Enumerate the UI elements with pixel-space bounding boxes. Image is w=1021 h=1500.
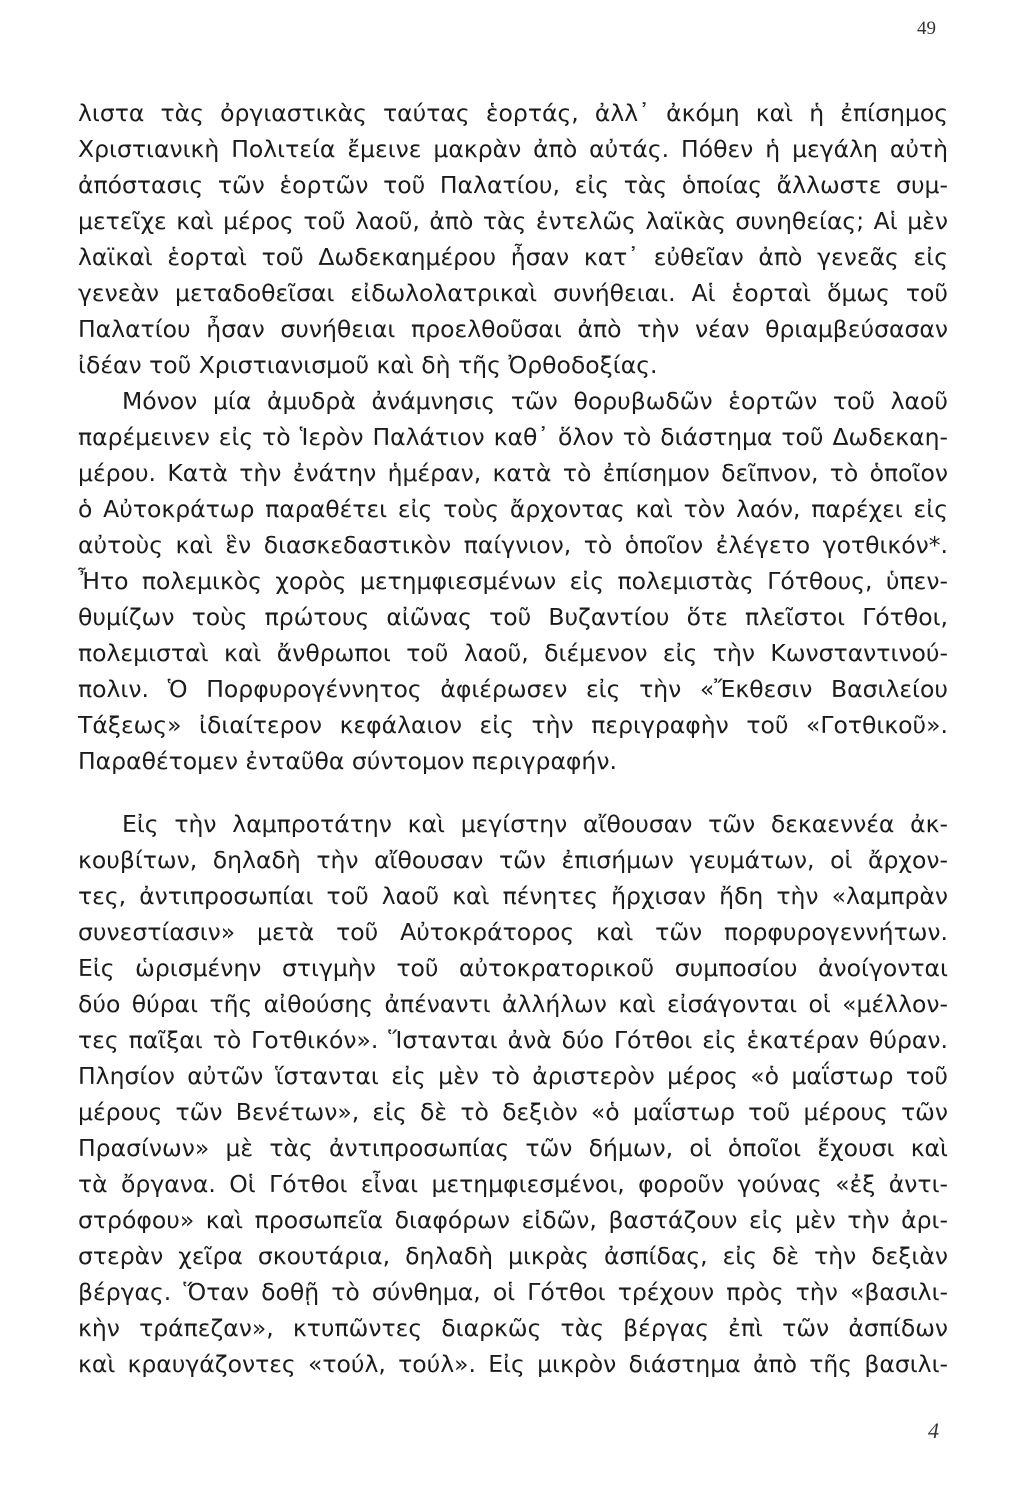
text-line: πολιν. Ὁ Πορφυρογέννητος ἀφιέρωσεν εἰς τὴν «Ἔκθεσιν Βασιλείου — [78, 675, 948, 703]
text-line: κουβίτων, δηλαδὴ τὴν αἴθουσαν τῶν ἐπισήμων γευμάτων, οἱ ἄρχον- — [78, 846, 948, 874]
signature-mark: 4 — [928, 1418, 939, 1443]
text-line: αὐτοὺς καὶ ἓν διασκεδαστικὸν παίγνιον, τὸ ὁποῖον ἐλέγετο γοτθικόν*. — [78, 531, 948, 559]
text-line: Εἰς ὡρισμένην στιγμὴν τοῦ αὐτοκρατορικοῦ συμποσίου ἀνοίγονται — [78, 954, 948, 982]
text-line: λαϊκαὶ ἑορταὶ τοῦ Δωδεκαημέρου ἦσαν κατ᾽ εὐθεῖαν ἀπὸ γενεᾶς εἰς — [78, 243, 948, 271]
text-line: τες παῖξαι τὸ Γοτθικόν». Ἵστανται ἀνὰ δύο Γότθοι εἰς ἑκατέραν θύραν. — [78, 1026, 948, 1054]
text-line: λιστα τὰς ὀργιαστικὰς ταύτας ἑορτάς, ἀλλ᾽ ἀκόμη καὶ ἡ ἐπίσημος — [78, 99, 948, 127]
text-line: ἰδέαν τοῦ Χριστιανισμοῦ καὶ δὴ τῆς Ὀρθοδοξίας. — [78, 351, 658, 379]
text-line: Παραθέτομεν ἐνταῦθα σύντομον περιγραφήν. — [78, 747, 617, 775]
text-line: Παλατίου ἦσαν συνήθειαι προελθοῦσαι ἀπὸ τὴν νέαν θριαμβεύσασαν — [78, 315, 948, 343]
text-line: μέρους τῶν Βενέτων», εἰς δὲ τὸ δεξιὸν «ὁ μαΐστωρ τοῦ μέρους τῶν — [78, 1098, 948, 1126]
text-line: ὁ Αὐτοκράτωρ παραθέτει εἰς τοὺς ἄρχοντας καὶ τὸν λαόν, παρέχει εἰς — [78, 495, 948, 523]
text-line: παρέμεινεν εἰς τὸ Ἱερὸν Παλάτιον καθ᾽ ὅλον τὸ διάστημα τοῦ Δωδεκαη- — [78, 423, 948, 451]
text-line: Μόνον μία ἀμυδρὰ ἀνάμνησις τῶν θορυβωδῶν ἑορτῶν τοῦ λαοῦ — [122, 387, 948, 415]
text-line: Ἦτο πολεμικὸς χορὸς μετημφιεσμένων εἰς πολεμιστὰς Γότθους, ὑπεν- — [78, 567, 948, 595]
text-line: δύο θύραι τῆς αἰθούσης ἀπέναντι ἀλλήλων καὶ εἰσάγονται οἱ «μέλλον- — [78, 990, 948, 1018]
text-line: κὴν τράπεζαν», κτυπῶντες διαρκῶς τὰς βέργας ἐπὶ τῶν ἀσπίδων — [78, 1314, 948, 1342]
text-line: πολεμισταὶ καὶ ἄνθρωποι τοῦ λαοῦ, διέμενον εἰς τὴν Κωνσταντινού- — [78, 639, 948, 667]
text-line: Εἰς τὴν λαμπροτάτην καὶ μεγίστην αἴθουσαν τῶν δεκαεννέα ἀκ- — [122, 810, 948, 838]
text-line: στρόφου» καὶ προσωπεῖα διαφόρων εἰδῶν, βαστάζουν εἰς μὲν τὴν ἀρι- — [78, 1206, 948, 1234]
text-line: Χριστιανικὴ Πολιτεία ἔμεινε μακρὰν ἀπὸ αὐτάς. Πόθεν ἡ μεγάλη αὐτὴ — [78, 135, 948, 163]
text-line: μετεῖχε καὶ μέρος τοῦ λαοῦ, ἀπὸ τὰς ἐντελῶς λαϊκὰς συνηθείας; Αἱ μὲν — [78, 207, 948, 235]
text-line: γενεὰν μεταδοθεῖσαι εἰδωλολατρικαὶ συνήθειαι. Αἱ ἑορταὶ ὅμως τοῦ — [78, 279, 948, 307]
page-number: 49 — [917, 18, 936, 39]
text-line: θυμίζων τοὺς πρώτους αἰῶνας τοῦ Βυζαντίου ὅτε πλεῖστοι Γότθοι, — [78, 603, 948, 631]
text-line: τες, ἀντιπροσωπίαι τοῦ λαοῦ καὶ πένητες ἤρχισαν ἤδη τὴν «λαμπρὰν — [78, 882, 948, 910]
text-line: τὰ ὄργανα. Οἱ Γότθοι εἶναι μετημφιεσμένοι, φοροῦν γούνας «ἐξ ἀντι- — [78, 1170, 948, 1198]
text-line: μέρου. Κατὰ τὴν ἐνάτην ἡμέραν, κατὰ τὸ ἐπίσημον δεῖπνον, τὸ ὁποῖον — [78, 459, 948, 487]
text-line: ἀπόστασις τῶν ἑορτῶν τοῦ Παλατίου, εἰς τὰς ὁποίας ἄλλωστε συμ- — [78, 171, 948, 199]
text-line: Τάξεως» ἰδιαίτερον κεφάλαιον εἰς τὴν περιγραφὴν τοῦ «Γοτθικοῦ». — [78, 711, 948, 739]
text-line: Πρασίνων» μὲ τὰς ἀντιπροσωπίας τῶν δήμων, οἱ ὁποῖοι ἔχουσι καὶ — [78, 1134, 948, 1162]
text-line: βέργας. Ὅταν δοθῇ τὸ σύνθημα, οἱ Γότθοι τρέχουν πρὸς τὴν «βασιλι- — [78, 1278, 948, 1306]
text-line: συνεστίασιν» μετὰ τοῦ Αὐτοκράτορος καὶ τῶν πορφυρογεννήτων. — [78, 918, 948, 946]
text-line: καὶ κραυγάζοντες «τούλ, τούλ». Εἰς μικρὸν διάστημα ἀπὸ τῆς βασιλι- — [78, 1350, 948, 1378]
text-line: στερὰν χεῖρα σκουτάρια, δηλαδὴ μικρὰς ἀσπίδας, εἰς δὲ τὴν δεξιὰν — [78, 1242, 948, 1270]
text-line: Πλησίον αὐτῶν ἵστανται εἰς μὲν τὸ ἀριστερὸν μέρος «ὁ μαΐστωρ τοῦ — [78, 1062, 948, 1090]
